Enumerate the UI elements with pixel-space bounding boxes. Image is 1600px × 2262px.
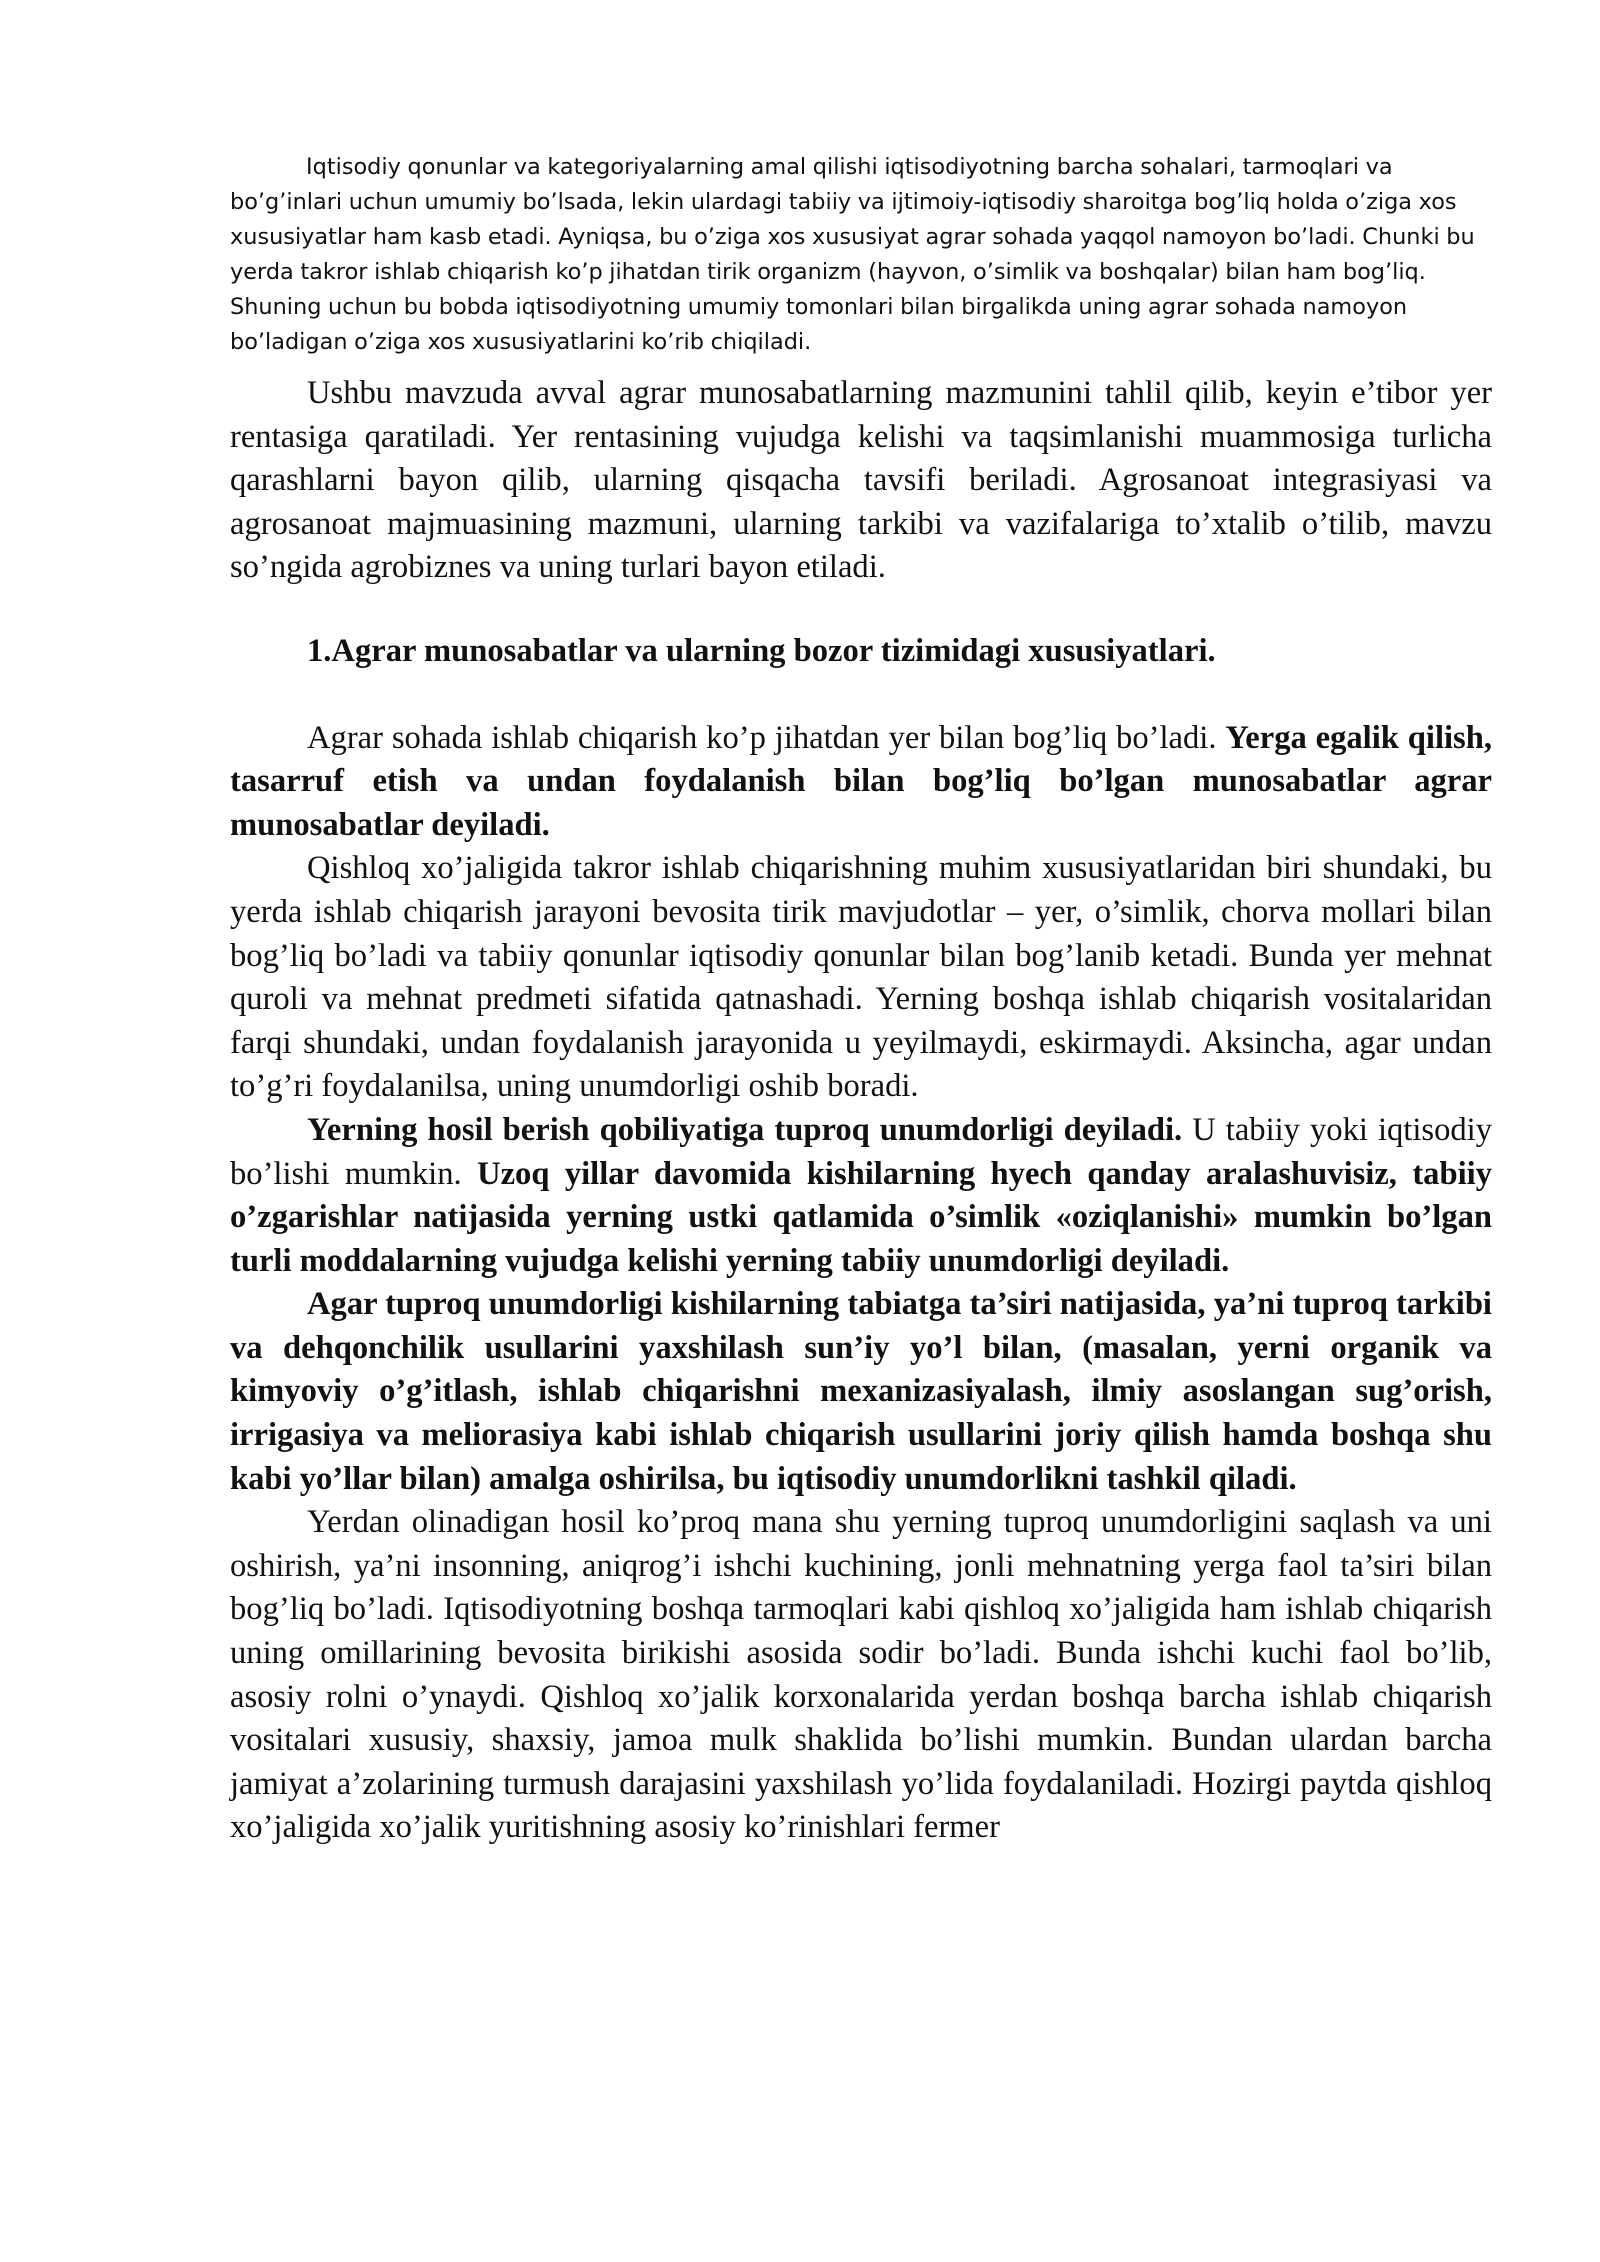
agrar-definition-paragraph bbox=[230, 717, 1492, 848]
economic-fertility-paragraph: Agar tuproq unumdorligi kishilarning tabiatga ta’siri natijasida, ya’ni tuproq tarkibi va dehqonchilik usullarini yaxshilash sun’iy yo’l bilan, (masalan, yerni organik va kimyoviy o’g’itlash, ishlab chiqarishni mexanizasiyalash, ilmiy asoslangan sug’orish, irrigasiya va meliorasiya kabi ishlab chiqarish usullarini joriy qilish hamda boshqa shu kabi yo’llar bilan) amalga oshirilsa, bu iqtisodiy unumdorlikni tashkil qiladi. bbox=[230, 1286, 1492, 1497]
reproduction-paragraph: Qishloq xo’jaligida takror ishlab chiqarishning muhim xususiyatlaridan biri shundaki, bu yerda ishlab chiqarish jarayoni bevosita tirik mavjudotlar – yer, o’simlik, chorva mollari bilan bog’liq bo’ladi va tabiiy qonunlar iqtisodiy qonunlar bilan bog’lanib ketadi. Bunda yer mehnat quroli va mehnat predmeti sifatida qatnashadi. Yerning boshqa ishlab chiqarish vositalaridan farqi shundaki, undan foydalanish jarayonida u yeyilmaydi, eskirmaydi. Aksincha, agar undan to’g’ri foydalanilsa, uning unumdorligi oshib boradi. bbox=[230, 850, 1492, 1105]
soil-fertility-paragraph bbox=[230, 1109, 1492, 1283]
section-heading: 1.Agrar munosabatlar va ularning bozor tizimidagi xususiyatlari. bbox=[307, 632, 1216, 669]
soil-fertility-definition: Yerning hosil berish qobiliyatiga tuproq unumdorligi deyiladi. bbox=[307, 1111, 1183, 1148]
agrar-definition-bold: Yerga egalik qilish, tasarruf etish va undan foydalanish bilan bog’liq bo’lgan munosabatlar agrar munosabatlar deyiladi. bbox=[230, 719, 1492, 843]
intro-paragraph: Iqtisodiy qonunlar va kategoriyalarning amal qilishi iqtisodiyotning barcha sohalari, tarmoqlari va bo’g’inlari uchun umumiy bo’lsada, lekin ulardagi tabiiy va ijtimoiy-iqtisodiy sharoitga bog’liq holda o’ziga xos xususiyatlar ham kasb etadi. Ayniqsa, bu o’ziga xos xususiyat agrar sohada yaqqol namoyon bo’ladi. Chunki bu yerda takror ishlab chiqarish ko’p jihatdan tirik organizm (hayvon, o’simlik va boshqalar) bilan ham bog’liq. Shuning uchun bu bobda iqtisodiyotning umumiy tomonlari bilan birgalikda uning agrar sohada namoyon bo’ladigan o’ziga xos xususiyatlarini ko’rib chiqiladi. bbox=[230, 154, 1475, 355]
harvest-paragraph: Yerdan olinadigan hosil ko’proq mana shu yerning tuproq unumdorligini saqlash va uni oshirish, ya’ni insonning, aniqrog’i ishchi kuchining, jonli mehnatning yerga faol ta’siri bilan bog’liq bo’ladi. Iqtisodiyotning boshqa tarmoqlari kabi qishloq xo’jaligida ham ishlab chiqarish uning omillarining bevosita birikishi asosida sodir bo’ladi. Bunda ishchi kuchi faol bo’lib, asosiy rolni o’ynaydi. Qishloq xo’jalik korxonalarida yerdan boshqa barcha ishlab chiqarish vositalari xususiy, shaxsiy, jamoa mulk shaklida bo’lishi mumkin. Bundan ulardan barcha jamiyat a’zolarining turmush darajasini yaxshilash yo’lida foydalaniladi. Hozirgi paytda qishloq xo’jaligida xo’jalik yuritishning asosiy ko’rinishlari fermer bbox=[230, 1504, 1492, 1846]
agrar-definition-lead: Agrar sohada ishlab chiqarish ko’p jihatdan yer bilan bog’liq bo’ladi. bbox=[307, 719, 1226, 756]
overview-paragraph: Ushbu mavzuda avval agrar munosabatlarning mazmunini tahlil qilib, keyin e’tibor yer rentasiga qaratiladi. Yer rentasining vujudga kelishi va taqsimlanishi muammosiga turlicha qarashlarni bayon qilib, ularning qisqacha tavsifi beriladi. Agrosanoat integrasiyasi va agrosanoat majmuasining mazmuni, ularning tarkibi va vazifalariga to’xtalib o’tilib, mavzu so’ngida agrobiznes va uning turlari bayon etiladi. bbox=[230, 375, 1492, 586]
document-page bbox=[230, 150, 1492, 1850]
natural-fertility-definition: Uzoq yillar davomida kishilarning hyech qanday aralashuvisiz, tabiiy o’zgarishlar natijasida yerning ustki qatlamida o’simlik «oziqlanishi» mumkin bo’lgan turli moddalarning vujudga kelishi yerning tabiiy unumdorligi deyiladi. bbox=[230, 1155, 1492, 1279]
soil-fertility-types: U tabiiy yoki iqtisodiy bo’lishi mumkin. bbox=[230, 1111, 1492, 1192]
